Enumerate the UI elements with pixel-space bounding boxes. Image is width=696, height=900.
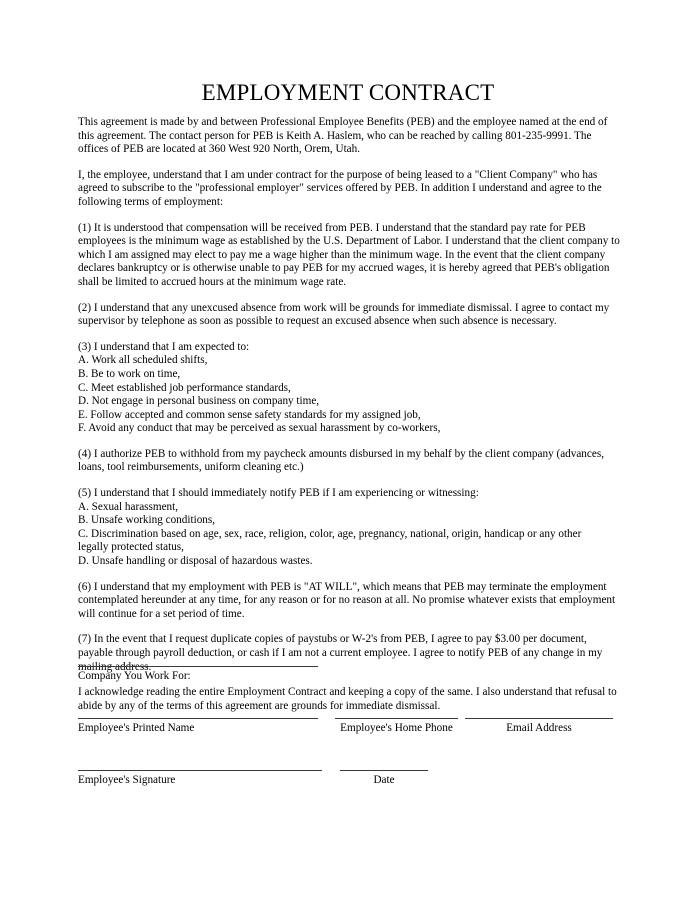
date-label: Date	[373, 774, 395, 786]
clause-2: (2) I understand that any unexcused absence from work will be grounds for immediate dismissal. I agree to contact my supervisor by telephone as soon as possible to request an excused absence when such absence is necessary.	[78, 301, 610, 328]
acknowledgment-paragraph: I acknowledge reading the entire Employment Contract and keeping a copy of the same. I also understand that refusal to abide by any of the terms of this agreement are grounds for immediate dismissal.	[78, 686, 617, 712]
list-item: E. Follow accepted and common sense safety standards for my assigned job,	[78, 408, 421, 421]
signature-field[interactable]	[78, 770, 322, 787]
clause-3: (3) I understand that I am expected to:	[78, 340, 250, 353]
list-item: legally protected status,	[78, 541, 184, 554]
list-item: B. Be to work on time,	[78, 367, 181, 380]
date-field[interactable]	[340, 770, 428, 787]
signature-label: Employee's Signature	[78, 774, 176, 786]
signature-row-contact	[0, 704, 696, 756]
company-field[interactable]	[78, 666, 318, 683]
clause-5: (5) I understand that I should immediately notify PEB if I am experiencing or witnessing:	[78, 487, 479, 500]
clause-1: (1) It is understood that compensation will be received from PEB. I understand that the standard pay rate for PEB employees is the minimum wage as established by the U.S. Department of Labor. I understand that the client company to which I am assigned may elect to pay me a wage higher than the minimum wage. In the event that the client company declares bankruptcy or is otherwise unable to pay PEB for my accrued wages, it is hereby agreed that PEB's obligation shall be limited to accrued hours at the minimum wage rate.	[78, 221, 620, 288]
clause-7: (7) In the event that I request duplicate copies of paystubs or W-2's from PEB, I agree to pay $3.00 per document, payable through payroll deduction, or cash if I am not a current employee. I agree to notify PEB of any change in my mailing address.	[78, 633, 603, 673]
signature-block	[0, 652, 696, 808]
clause-6: (6) I understand that my employment with PEB is "AT WILL", which means that PEB may terminate the employment contemplated hereunder at any time, for any reason or for no reason at all. No promise whatever exists that employment will continue for a set period of time.	[78, 580, 616, 620]
signature-row-signature	[0, 756, 696, 808]
home-phone-field[interactable]	[335, 718, 458, 735]
clause-3-group	[78, 341, 621, 436]
company-label: Company You Work For:	[78, 670, 191, 682]
intro-paragraph-2: I, the employee, understand that I am under contract for the purpose of being leased to a "Client Company" who has agreed to subscribe to the "professional employer" services offered by PEB. In addition I understand and agree to the following terms of employment:	[78, 168, 602, 208]
list-item: A. Work all scheduled shifts,	[78, 354, 208, 367]
email-address-label: Email Address	[506, 722, 572, 734]
printed-name-label: Employee's Printed Name	[78, 722, 195, 734]
list-item: C. Discrimination based on age, sex, race, religion, color, age, pregnancy, national, origin, handicap or any other	[78, 527, 582, 540]
intro-paragraph-1: This agreement is made by and between Professional Employee Benefits (PEB) and the employee named at the end of this agreement. The contact person for PEB is Keith A. Haslem, who can be reached by calling 801-235-9991. The offices of PEB are located at 360 West 920 North, Orem, Utah.	[78, 116, 608, 156]
signature-row-company	[0, 652, 696, 704]
list-item: A. Sexual harassment,	[78, 500, 179, 513]
clause-4: (4) I authorize PEB to withhold from my paycheck amounts disbursed in my behalf by the client company (advances, loans, tool reimbursements, uniform cleaning etc.)	[78, 447, 604, 474]
list-item: D. Not engage in personal business on company time,	[78, 395, 320, 408]
list-item: F. Avoid any conduct that may be perceived as sexual harassment by co-workers,	[78, 422, 441, 435]
page-title: EMPLOYMENT CONTRACT	[201, 80, 495, 105]
document-body	[78, 116, 621, 725]
list-item: B. Unsafe working conditions,	[78, 514, 216, 527]
email-address-field[interactable]	[465, 718, 613, 735]
printed-name-field[interactable]	[78, 718, 318, 735]
home-phone-label: Employee's Home Phone	[340, 722, 453, 734]
list-item: D. Unsafe handling or disposal of hazardous wastes.	[78, 555, 313, 568]
list-item: C. Meet established job performance standards,	[78, 381, 291, 394]
clause-5-group	[78, 487, 621, 569]
